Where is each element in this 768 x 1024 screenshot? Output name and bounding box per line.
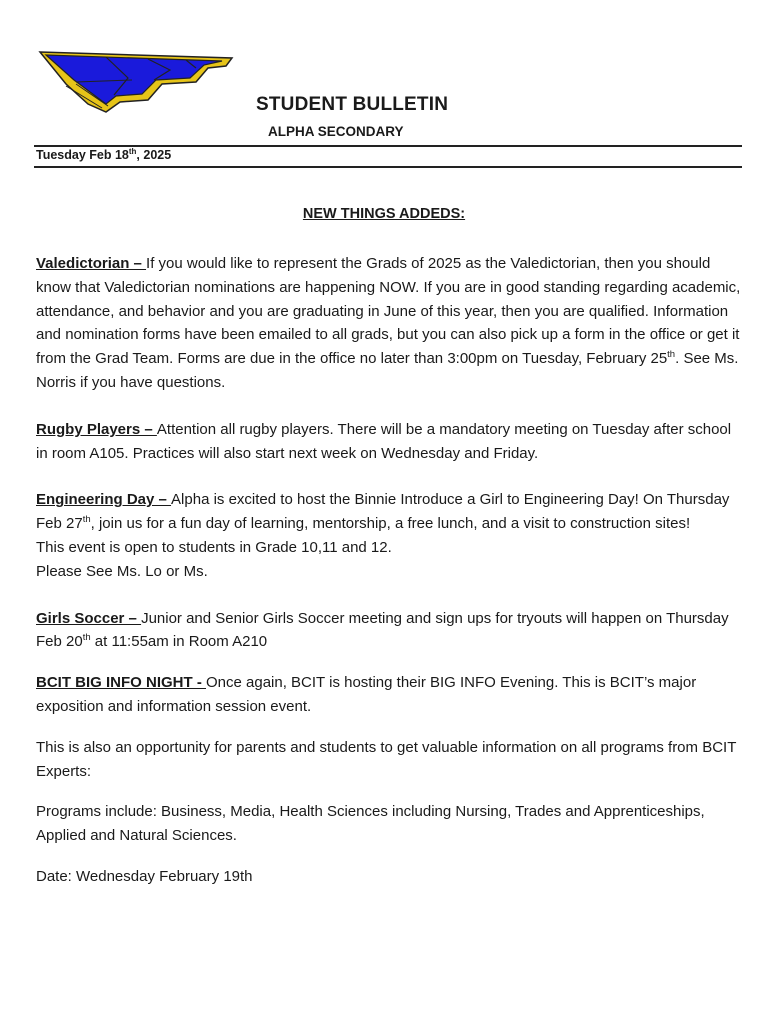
- item-bcit: BCIT BIG INFO NIGHT - Once again, BCIT is hosting their BIG INFO Evening. This is BCIT’s major exposition and information session event.: [36, 674, 697, 715]
- header-rule-bottom: [34, 166, 742, 168]
- bcit-date: Date: Wednesday February 19th: [36, 867, 253, 885]
- bulletin-title: STUDENT BULLETIN: [256, 94, 449, 115]
- item-rugby: Rugby Players – Attention all rugby players. There will be a mandatory meeting on Tuesday after school in room A105. Practices will also start next week on Wednesday and Friday.: [36, 420, 732, 462]
- engineering-grades: This event is open to students in Grade 10,11 and 12.: [36, 538, 392, 556]
- item-label: Girls Soccer –: [36, 609, 142, 627]
- school-name: ALPHA SECONDARY: [268, 124, 404, 139]
- item-label: Valedictorian –: [36, 255, 147, 272]
- item-label: BCIT BIG INFO NIGHT -: [36, 674, 206, 692]
- item-soccer: Girls Soccer – Junior and Senior Girls Soccer meeting and sign ups for tryouts will happen on Thursday Feb 20th at 11:55am in Room A210: [36, 609, 729, 651]
- bulletin-body: [36, 252, 741, 889]
- engineering-contact: Please See Ms. Lo or Ms.: [36, 562, 208, 580]
- item-engineering: Engineering Day – Alpha is excited to host the Binnie Introduce a Girl to Engineering Day! On Thursday Feb 27th, join us for a fun day of learning, mentorship, a free lunch, and a visit to construction sites!: [36, 491, 730, 533]
- item-label: Engineering Day –: [36, 491, 172, 509]
- school-wing-logo-icon: [36, 48, 236, 116]
- bulletin-date: Tuesday Feb 18th, 2025: [36, 147, 172, 163]
- section-heading: NEW THINGS ADDEDS:: [302, 206, 466, 222]
- bcit-programs: Programs include: Business, Media, Health Sciences including Nursing, Trades and Apprenticeships, Applied and Natural Sciences.: [36, 803, 705, 845]
- bcit-opportunity: This is also an opportunity for parents and students to get valuable information on all programs from BCIT Experts:: [36, 738, 737, 780]
- item-valedictorian: Valedictorian – If you would like to represent the Grads of 2025 as the Valedictorian, then you should know that Valedictorian nominations are happening NOW. If you are in good standing regarding academic, attendance, and behavior and you are graduating in June of this year, then you are qualified. Information and nomination forms have been emailed to all grads, but you can also pick up a form in the office or get it from the Grad Team. Forms are due in the office no later than 3:00pm on Tuesday, February 25th. See Ms. Norris if you have questions.: [36, 255, 741, 391]
- item-label: Rugby Players –: [36, 420, 157, 438]
